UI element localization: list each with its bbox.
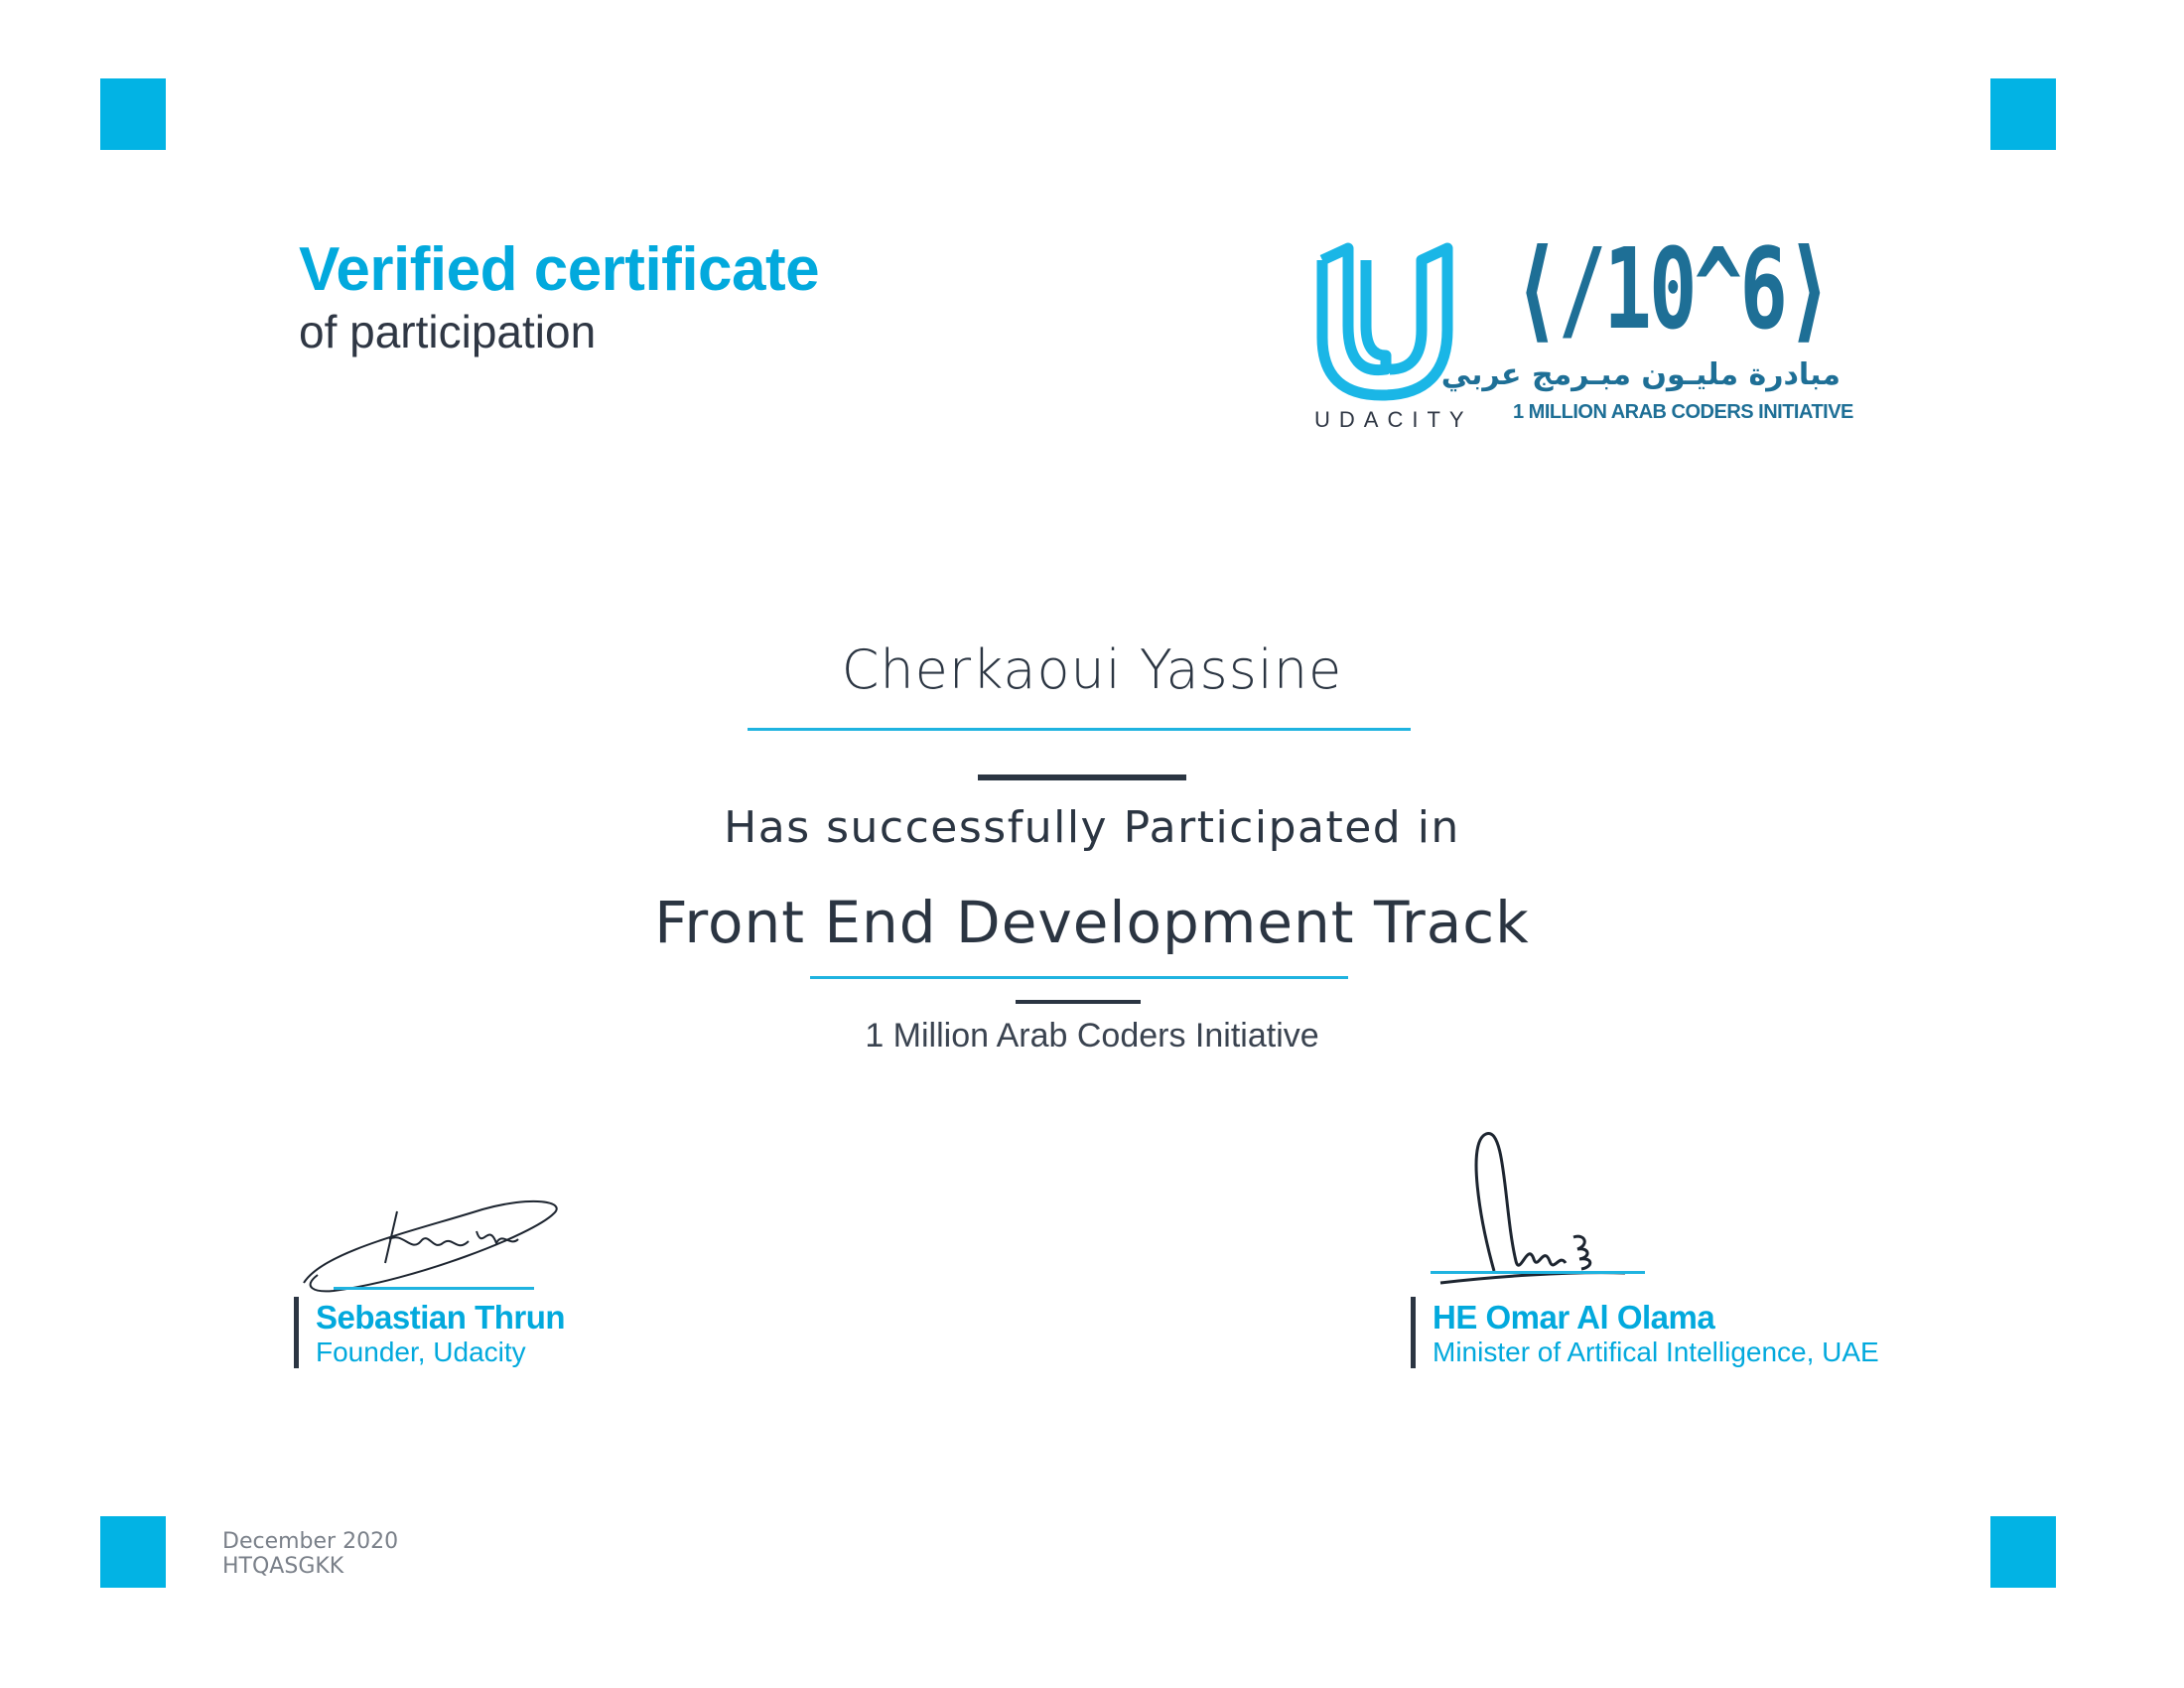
signatory-accent-bar	[1411, 1297, 1416, 1368]
signature-line	[1431, 1271, 1645, 1274]
issue-date: December 2020	[222, 1529, 399, 1554]
signature-sebastian-thrun	[294, 1192, 572, 1301]
signatory-name: HE Omar Al Olama	[1433, 1299, 1715, 1336]
signature-omar-al-olama	[1431, 1122, 1629, 1291]
initiative-logo	[1440, 225, 1853, 433]
certificate-heading	[299, 236, 819, 358]
course-title: Front End Development Track	[654, 889, 1530, 956]
divider	[1016, 1000, 1141, 1004]
initiative-mark: ⟨/10^6⟩	[1513, 225, 1831, 354]
certificate-footer	[222, 1529, 398, 1580]
participation-statement: Has successfully Participated in	[724, 802, 1460, 853]
signatory-role: Founder, Udacity	[316, 1336, 526, 1367]
signatory-name: Sebastian Thrun	[316, 1299, 566, 1336]
recipient-name: Cherkaoui Yassine	[841, 638, 1343, 701]
initiative-arabic-name: مبادرة مليـون مبـرمج عربي	[1440, 357, 1841, 392]
certificate-title: Verified certificate	[299, 235, 820, 304]
course-underline	[810, 976, 1348, 979]
corner-square-top-left	[100, 78, 166, 150]
signatory-accent-bar	[294, 1297, 299, 1368]
corner-square-bottom-left	[100, 1516, 166, 1588]
signature-line	[334, 1287, 534, 1290]
divider	[978, 774, 1186, 780]
signatory-role: Minister of Artifical Intelligence, UAE	[1433, 1336, 1879, 1367]
corner-square-bottom-right	[1990, 1516, 2056, 1588]
corner-square-top-right	[1990, 78, 2056, 150]
recipient-underline	[748, 728, 1411, 731]
certificate-subtitle: of participation	[299, 306, 597, 358]
initiative-english-name: 1 MILLION ARAB CODERS INITIATIVE	[1513, 401, 1853, 423]
program-name: 1 Million Arab Coders Initiative	[865, 1017, 1319, 1055]
udacity-wordmark: UDACITY	[1314, 407, 1473, 432]
certificate-code: HTQASGKK	[222, 1554, 344, 1580]
